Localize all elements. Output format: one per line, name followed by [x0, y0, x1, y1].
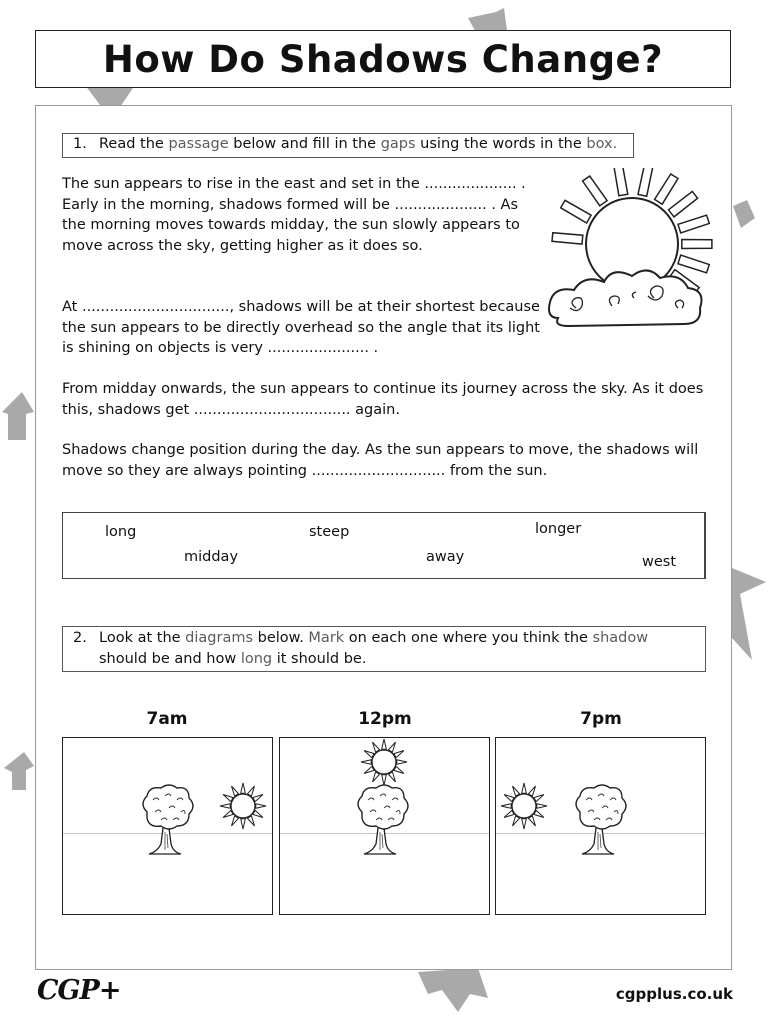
- paragraph-1: The sun appears to rise in the east and set in the .................... . Early in the morning, shadows formed will be .................... . As the morning moves towards midday, the sun slowly appears to move across the sky, getting higher as it does so.: [62, 176, 526, 254]
- question-2-text: Look at the diagrams below. Mark on each one where you think the shadow should be and how long it should be.: [99, 630, 649, 667]
- word-away: away: [426, 549, 465, 565]
- diagram-12pm[interactable]: [279, 737, 490, 915]
- word-longer: longer: [535, 521, 582, 537]
- title-box: [35, 30, 731, 88]
- tree-icon: [352, 782, 412, 858]
- footer-url[interactable]: cgpplus.co.uk: [615, 985, 733, 1003]
- question-1-box: [62, 133, 634, 158]
- tree-icon: [137, 782, 197, 858]
- paragraph-4: Shadows change position during the day. As the sun appears to move, the shadows will move so they are always pointing ............................. from the sun.: [62, 442, 699, 479]
- deco-arrow-left1: [0, 392, 36, 442]
- paragraph-3: From midday onwards, the sun appears to continue its journey across the sky. As it does this, shadows get .................................. again.: [62, 381, 704, 418]
- question-2-number: 2.: [73, 630, 87, 646]
- tree-icon: [570, 782, 630, 858]
- diagram-7pm[interactable]: [495, 737, 706, 915]
- question-1-number: 1.: [73, 136, 87, 152]
- diagram-label-7pm: 7pm: [580, 709, 622, 729]
- cgp-logo: CGP+: [37, 975, 121, 1006]
- word-west: west: [642, 554, 677, 570]
- deco-arrow-left2: [2, 752, 36, 792]
- word-long: long: [105, 524, 137, 540]
- diagram-7am[interactable]: [62, 737, 273, 915]
- diagram-label-7am: 7am: [146, 709, 188, 729]
- page-title: How Do Shadows Change?: [102, 37, 664, 81]
- sun-icon: [498, 782, 550, 830]
- word-midday: midday: [184, 549, 239, 565]
- question-1-text: Read the passage below and fill in the gaps using the words in the box.: [99, 136, 618, 152]
- sun-cloud-illustration: [540, 168, 715, 340]
- question-2-box: [62, 626, 706, 672]
- sun-icon: [358, 738, 410, 786]
- diagram-label-12pm: 12pm: [358, 709, 412, 729]
- deco-arrow-right1: [733, 200, 758, 230]
- paragraph-2: At ................................, shadows will be at their shortest because the sun appears to be directly overhead so the angle that its light is shining on objects is very ...................... .: [62, 299, 540, 356]
- sun-icon: [217, 782, 269, 830]
- deco-arrow-right2: [732, 568, 768, 664]
- word-steep: steep: [309, 524, 350, 540]
- word-box: [62, 512, 706, 579]
- deco-arrow-bottom: [418, 968, 490, 1014]
